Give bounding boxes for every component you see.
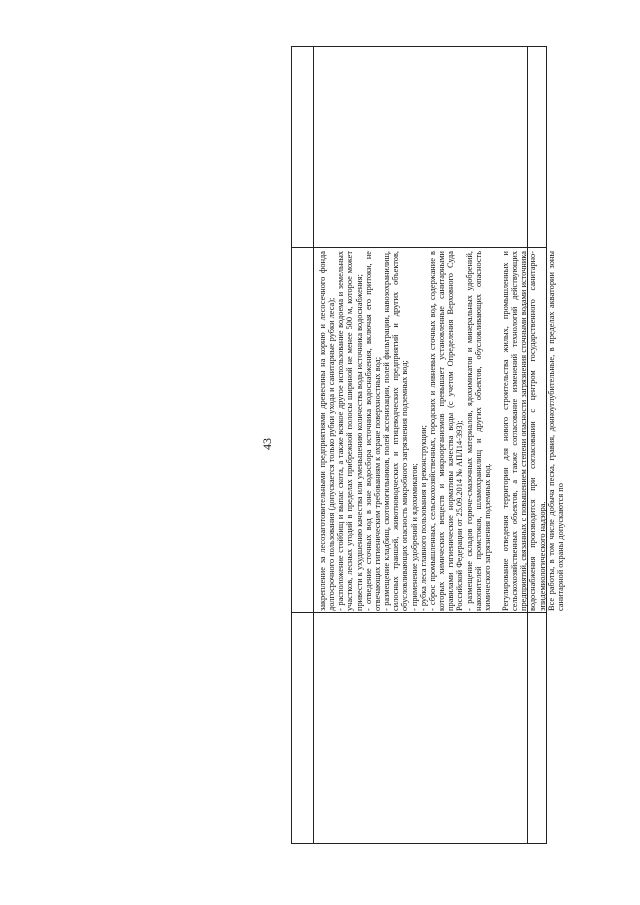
paragraph: - рубка леса главного пользования и реконструкции; bbox=[418, 425, 428, 611]
paragraph: Регулирование отведения территории для нового строительства жилых, промышленных и сельскохозяйственных объектов, а также согласование изменений технологий действующих предприятий, связанных с повышением степени опасности загрязнения сточными водами источника водоснабжения производится при согласовании с центром государственного санитарно-эпидемиологического надзора. bbox=[500, 251, 547, 611]
paragraph: - размещение кладбищ, скотомогильников, полей ассенизации, полей фильтрации, навозохранилищ, силосных траншей, животноводческих и птицеводческих предприятий и других объектов, обусловливающих опасность микробного загрязнения подземных вод; bbox=[382, 251, 410, 611]
page-number: 43 bbox=[260, 438, 274, 450]
table-row-empty-top bbox=[292, 47, 314, 843]
paragraph: - расположение стойбищ и выпас скота, а также всякое другое использование водоема и земельных участков, лесных угодий в пределах прибрежной полосы шириной не менее 500 м, которое может привести к ухудшению качества или уменьшению количества воды источника водоснабжения; bbox=[336, 251, 364, 611]
paragraph: - размещение складов горюче-смазочных материалов, ядохимикатов и минеральных удобрений, накопителей промстоков, шламохранилищ и других объектов, обусловливающих опасность химического загрязнения подземных вод. bbox=[464, 251, 492, 611]
paragraph-gap bbox=[492, 251, 501, 611]
paragraph: закрепление за лесозаготовительными предприятиями древесины на корню и лесосечного фонда долгосрочного пользования (допускается только рубки ухода и санитарные рубки леса); bbox=[318, 251, 337, 611]
table bbox=[291, 46, 565, 844]
table-row-main bbox=[314, 47, 565, 843]
column-divider bbox=[314, 247, 527, 248]
paragraph: Все работы, в том числе добыча песка, гравия, донноуглубительные, в пределах акватории зоны санитарной охраны допускаются по bbox=[546, 251, 565, 611]
table-row-empty-bottom bbox=[528, 47, 546, 843]
paragraph: - сброс промышленных, сельскохозяйственных, городских и ливневых сточных вод, содержание в которых химических веществ и микроорганизмов превышает установленные санитарными правилами гигиенические нормативы качества воды (с учетом Определения Верховного Суда Российской Федерации от 25.09.2014 № АПЛ14-393); bbox=[427, 251, 465, 611]
column-divider bbox=[314, 612, 527, 613]
column-divider bbox=[292, 612, 313, 613]
column-divider bbox=[528, 612, 546, 613]
paragraph: - применение удобрений и ядохимикатов; bbox=[409, 463, 419, 611]
column-divider bbox=[292, 247, 313, 248]
column-divider bbox=[528, 247, 546, 248]
paragraph: - отведение сточных вод в зоне водосбора источника водоснабжения, включая его притоки, не отвечающих гигиеническим требованиям к охране поверхностных вод; bbox=[363, 251, 382, 611]
